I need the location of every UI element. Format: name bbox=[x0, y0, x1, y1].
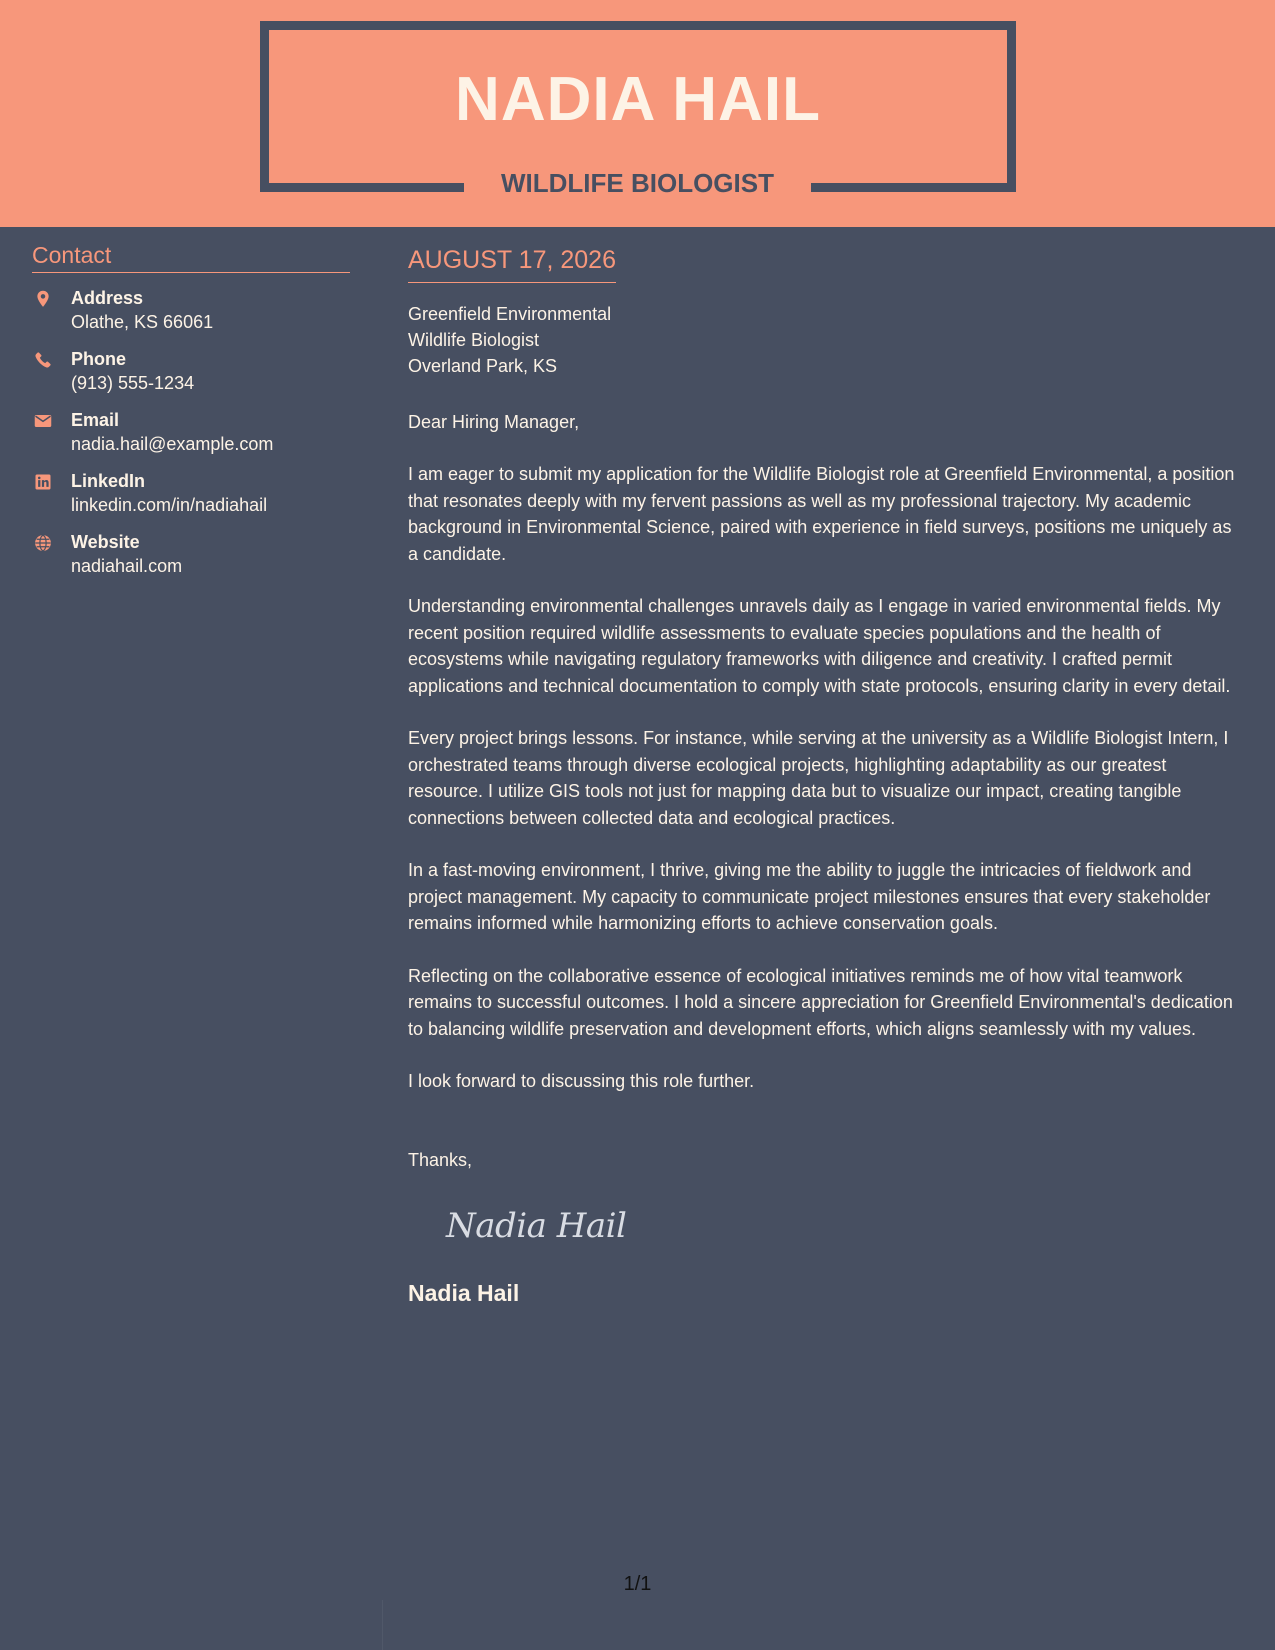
recipient-position: Wildlife Biologist bbox=[408, 330, 540, 350]
letter-paragraph: In a fast-moving environment, I thrive, giving me the ability to juggle the intricacies of fieldwork and project management. My capacity to communicate project milestones ensures that every stakeholder remains informed while harmonizing efforts to achieve conservation goals. bbox=[408, 860, 1211, 933]
letter-paragraph: Every project brings lessons. For instance, while serving at the university as a Wildlife Biologist Intern, I orchestrated teams through diverse ecological projects, highlighting adaptability as our greatest resource. I utilize GIS tools not just for mapping data but to visualize our impact, creating tangible connections between collected data and ecological practices. bbox=[408, 728, 1229, 828]
applicant-name: NADIA HAIL bbox=[455, 65, 821, 134]
linkedin-icon bbox=[34, 473, 52, 491]
map-pin-icon bbox=[34, 290, 52, 308]
salutation: Dear Hiring Manager, bbox=[408, 412, 580, 432]
contact-item-website bbox=[32, 530, 350, 578]
contact-value: linkedin.com/in/nadiahail bbox=[71, 495, 268, 515]
contact-item-email bbox=[32, 408, 350, 456]
contact-item-linkedin bbox=[32, 469, 350, 517]
letter-body bbox=[408, 244, 1243, 1308]
letter-paragraph: I look forward to discussing this role further. bbox=[408, 1071, 755, 1091]
recipient-company: Greenfield Environmental bbox=[408, 304, 612, 324]
page-number: 1/1 bbox=[623, 1573, 652, 1595]
phone-icon bbox=[34, 351, 52, 369]
contact-value: nadiahail.com bbox=[71, 556, 183, 576]
recipient-block bbox=[408, 301, 1243, 379]
contact-sidebar bbox=[32, 240, 350, 578]
letter-paragraph: Understanding environmental challenges unravels daily as I engage in varied environmental fields. My recent position required wildlife assessments to evaluate species populations and the health of ecosystems while navigating regulatory frameworks with diligence and creativity. I crafted permit applications and technical documentation to comply with state protocols, ensuring clarity in every detail. bbox=[408, 596, 1231, 696]
contact-label: Address bbox=[71, 288, 144, 308]
contact-value: (913) 555-1234 bbox=[71, 373, 195, 393]
contact-label: Phone bbox=[71, 349, 127, 369]
contact-value: nadia.hail@example.com bbox=[71, 434, 274, 454]
recipient-location: Overland Park, KS bbox=[408, 356, 558, 376]
letter-date: AUGUST 17, 2026 bbox=[408, 244, 616, 283]
contact-label: LinkedIn bbox=[71, 471, 146, 491]
contact-heading: Contact bbox=[32, 240, 350, 273]
job-title: WILDLIFE BIOLOGIST bbox=[501, 168, 774, 198]
signed-name: Nadia Hail bbox=[408, 1279, 520, 1306]
header-banner bbox=[0, 0, 1275, 227]
contact-label: Website bbox=[71, 532, 140, 552]
header-frame-rule-left bbox=[260, 183, 464, 192]
contact-value: Olathe, KS 66061 bbox=[71, 312, 214, 332]
contact-item-phone bbox=[32, 347, 350, 395]
letter-paragraph: I am eager to submit my application for the Wildlife Biologist role at Greenfield Environmental, a position that resonates deeply with my fervent passions as well as my professional trajectory. My academic background in Environmental Science, paired with experience in field surveys, positions me uniquely as a candidate. bbox=[408, 464, 1235, 564]
header-frame-rule-right bbox=[811, 183, 1016, 192]
globe-icon bbox=[34, 534, 52, 552]
contact-item-address bbox=[32, 286, 350, 334]
letter-paragraph: Reflecting on the collaborative essence of ecological initiatives reminds me of how vital teamwork remains to successful outcomes. I hold a sincere appreciation for Greenfield Environmental's dedication to balancing wildlife preservation and development efforts, which aligns seamlessly with my values. bbox=[408, 965, 1233, 1039]
svg-text:Nadia Hail: Nadia Hail bbox=[446, 1205, 627, 1246]
divider bbox=[382, 1600, 383, 1650]
envelope-icon bbox=[34, 412, 52, 430]
signature-image bbox=[442, 1199, 662, 1249]
closing: Thanks, bbox=[408, 1149, 473, 1170]
contact-label: Email bbox=[71, 410, 120, 430]
